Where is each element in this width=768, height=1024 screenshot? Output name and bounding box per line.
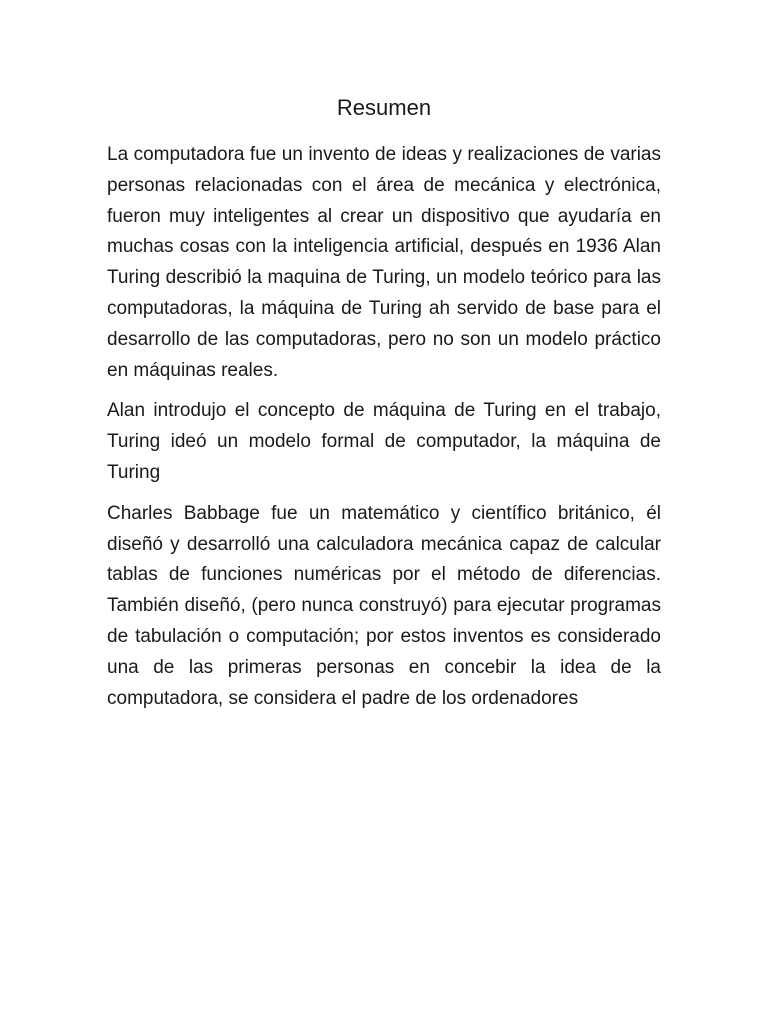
document-title: Resumen <box>336 95 432 120</box>
paragraph-3: Charles Babbage fue un matemático y científico británico, él diseñó y desarrolló una calculadora mecánica capaz de calcular tablas de funciones numéricas por el método de diferencias. También diseñó, (pero nunca construyó) para ejecutar programas de tabulación o computación; por estos inventos es considerado una de las primeras personas en concebir la idea de la computadora, se considera el padre de los ordenadores <box>107 502 661 709</box>
paragraph-1: La computadora fue un invento de ideas y realizaciones de varias personas relacionadas con el área de mecánica y electrónica, fueron muy inteligentes al crear un dispositivo que ayudaría en muchas cosas con la inteligencia artificial, después en 1936 Alan Turing describió la maquina de Turing, un modelo teórico para las computadoras, la máquina de Turing ah servido de base para el desarrollo de las computadoras, pero no son un modelo práctico en máquinas reales. <box>107 144 661 381</box>
paragraph-2: Alan introdujo el concepto de máquina de Turing en el trabajo, Turing ideó un modelo formal de computador, la máquina de Turing <box>107 400 661 483</box>
document-body <box>107 140 661 724</box>
